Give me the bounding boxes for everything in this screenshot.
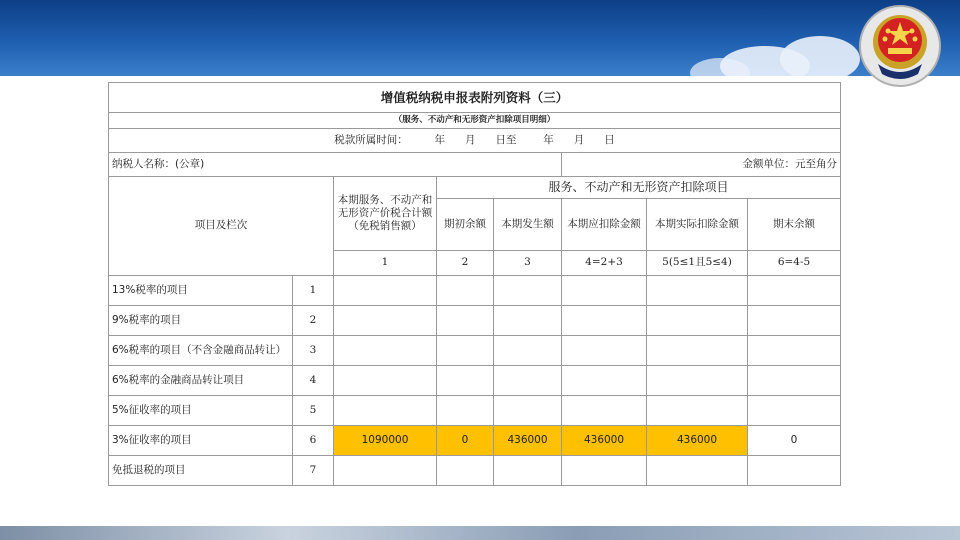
amount-cell[interactable] xyxy=(494,276,562,306)
amount-cell[interactable] xyxy=(562,276,647,306)
bottom-banner xyxy=(0,526,960,540)
table-row xyxy=(109,276,841,306)
row-number: 7 xyxy=(293,456,334,486)
top-banner xyxy=(0,0,960,76)
amount-cell[interactable] xyxy=(437,366,494,396)
amount-cell[interactable] xyxy=(647,396,748,426)
amount-cell[interactable] xyxy=(494,456,562,486)
deduction-group-header: 服务、不动产和无形资产扣除项目 xyxy=(437,177,841,199)
amount-cell[interactable] xyxy=(494,306,562,336)
col-number: 3 xyxy=(494,251,562,276)
amount-cell[interactable] xyxy=(748,276,841,306)
col3-header: 本期发生额 xyxy=(494,199,562,251)
form-title: 增值税纳税申报表附列资料（三） xyxy=(109,83,841,113)
table-row xyxy=(109,306,841,336)
row-label: 3%征收率的项目 xyxy=(109,426,293,456)
amount-cell[interactable] xyxy=(334,306,437,336)
amount-cell[interactable] xyxy=(748,366,841,396)
amount-cell[interactable] xyxy=(562,336,647,366)
amount-cell[interactable] xyxy=(748,456,841,486)
amount-cell[interactable]: 0 xyxy=(437,426,494,456)
amount-cell[interactable] xyxy=(334,276,437,306)
amount-cell[interactable] xyxy=(494,366,562,396)
amount-cell[interactable] xyxy=(437,306,494,336)
col5-header: 本期实际扣除金额 xyxy=(647,199,748,251)
row-label: 免抵退税的项目 xyxy=(109,456,293,486)
row-label: 5%征收率的项目 xyxy=(109,396,293,426)
amount-cell[interactable] xyxy=(748,396,841,426)
amount-cell[interactable]: 436000 xyxy=(562,426,647,456)
amount-cell[interactable]: 436000 xyxy=(647,426,748,456)
tax-form-table xyxy=(108,82,841,486)
item-column-header: 项目及栏次 xyxy=(109,177,334,276)
col-number: 6=4-5 xyxy=(748,251,841,276)
amount-cell[interactable] xyxy=(562,396,647,426)
amount-cell[interactable] xyxy=(437,396,494,426)
amount-cell[interactable] xyxy=(437,276,494,306)
row-number: 3 xyxy=(293,336,334,366)
col4-header: 本期应扣除金额 xyxy=(562,199,647,251)
amount-cell[interactable]: 1090000 xyxy=(334,426,437,456)
national-emblem-icon xyxy=(858,4,942,88)
col-number: 5(5≤1且5≤4) xyxy=(647,251,748,276)
amount-cell[interactable] xyxy=(494,336,562,366)
amount-cell[interactable]: 436000 xyxy=(494,426,562,456)
amount-cell[interactable] xyxy=(437,336,494,366)
amount-cell[interactable] xyxy=(334,366,437,396)
table-row xyxy=(109,426,841,456)
table-row xyxy=(109,336,841,366)
taxpayer-name-label: 纳税人名称：(公章) xyxy=(109,153,562,177)
amount-cell[interactable] xyxy=(334,456,437,486)
col-number: 2 xyxy=(437,251,494,276)
amount-cell[interactable] xyxy=(748,336,841,366)
amount-cell[interactable] xyxy=(748,306,841,336)
amount-cell[interactable] xyxy=(494,396,562,426)
amount-cell[interactable] xyxy=(334,396,437,426)
amount-cell[interactable] xyxy=(647,456,748,486)
col-number: 4=2+3 xyxy=(562,251,647,276)
table-row xyxy=(109,456,841,486)
col-number: 1 xyxy=(334,251,437,276)
amount-cell[interactable] xyxy=(647,306,748,336)
row-number: 6 xyxy=(293,426,334,456)
row-number: 1 xyxy=(293,276,334,306)
table-row xyxy=(109,366,841,396)
amount-cell[interactable] xyxy=(334,336,437,366)
row-number: 4 xyxy=(293,366,334,396)
row-number: 2 xyxy=(293,306,334,336)
row-label: 6%税率的项目（不含金融商品转让） xyxy=(109,336,293,366)
tax-period: 税款所属时间： 年 月 日至 年 月 日 xyxy=(109,129,841,153)
row-label: 13%税率的项目 xyxy=(109,276,293,306)
row-label: 9%税率的项目 xyxy=(109,306,293,336)
form-subtitle: （服务、不动产和无形资产扣除项目明细） xyxy=(109,113,841,129)
amount-cell[interactable] xyxy=(647,366,748,396)
col6-header: 期末余额 xyxy=(748,199,841,251)
table-row xyxy=(109,396,841,426)
col1-header: 本期服务、不动产和无形资产价税合计额（免税销售额） xyxy=(334,177,437,251)
amount-cell[interactable] xyxy=(562,306,647,336)
amount-cell[interactable] xyxy=(562,366,647,396)
amount-unit-label: 金额单位：元至角分 xyxy=(562,153,841,177)
amount-cell[interactable] xyxy=(647,336,748,366)
cloud xyxy=(780,36,860,76)
amount-cell[interactable]: 0 xyxy=(748,426,841,456)
amount-cell[interactable] xyxy=(437,456,494,486)
row-label: 6%税率的金融商品转让项目 xyxy=(109,366,293,396)
col2-header: 期初余额 xyxy=(437,199,494,251)
amount-cell[interactable] xyxy=(647,276,748,306)
row-number: 5 xyxy=(293,396,334,426)
amount-cell[interactable] xyxy=(562,456,647,486)
